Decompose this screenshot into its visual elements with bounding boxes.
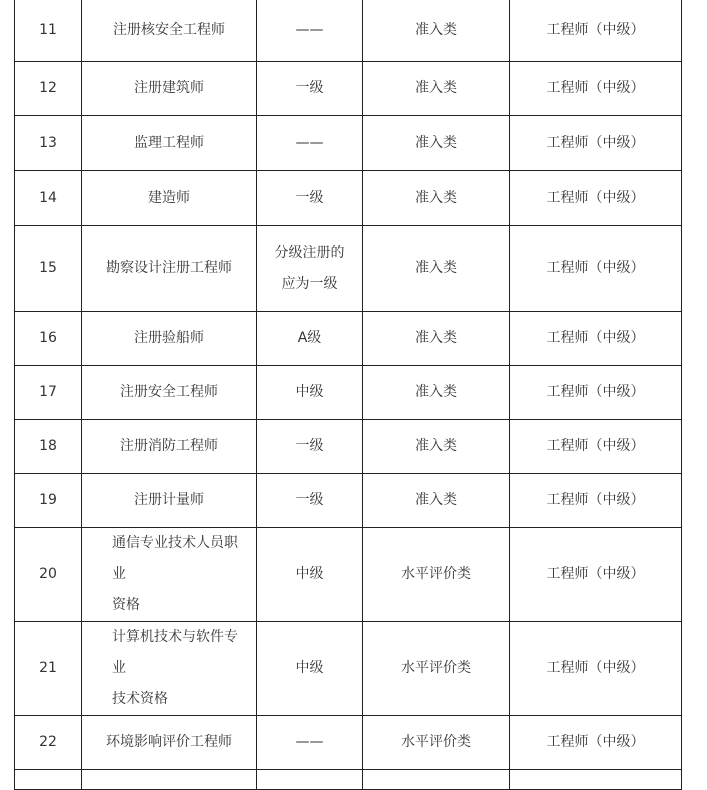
row-number-cell: 18 (15, 420, 82, 474)
row-number-cell: 16 (15, 312, 82, 366)
qualification-name-cell (82, 312, 257, 366)
qualification-name-cell (82, 226, 257, 312)
level-cell (257, 528, 363, 622)
table-row (15, 528, 682, 622)
row-number-cell: 21 (15, 622, 82, 716)
qualification-name-cell-line: 注册安全工程师 (120, 384, 218, 400)
qualification-name-cell (82, 171, 257, 226)
row-number-cell: 13 (15, 116, 82, 171)
table-row (15, 226, 682, 312)
level-cell (257, 171, 363, 226)
title-cell: 工程师（中级） (510, 716, 682, 770)
level-cell-line: 一级 (295, 492, 324, 508)
qualification-name-cell-line: 建造师 (148, 189, 190, 206)
category-cell: 准入类 (363, 62, 510, 116)
level-cell-line: 分级注册的 (274, 244, 345, 261)
level-cell (257, 312, 363, 366)
row-number-cell: 19 (15, 474, 82, 528)
qualification-name-cell-line: 注册计量师 (134, 492, 204, 508)
level-cell (257, 366, 363, 420)
row-number-cell: 12 (15, 62, 82, 116)
qualification-name-cell (82, 770, 257, 790)
level-cell-line: —— (295, 134, 324, 151)
category-cell: 准入类 (363, 116, 510, 171)
qualification-name-cell (82, 0, 257, 62)
level-cell-line: 一级 (295, 80, 324, 96)
qualification-name-cell (82, 716, 257, 770)
qualification-name-cell-line: 计算机技术与软件专业 (112, 629, 238, 676)
level-cell-line: 一级 (295, 189, 324, 206)
level-cell (257, 116, 363, 171)
row-number-cell: 11 (15, 0, 82, 62)
category-cell: 准入类 (363, 312, 510, 366)
row-number-cell: 17 (15, 366, 82, 420)
title-cell: 工程师（中级） (510, 312, 682, 366)
level-cell-line: 中级 (295, 566, 324, 582)
title-cell: 工程师（中级） (510, 226, 682, 312)
qualification-name-cell (82, 528, 257, 622)
table-body (15, 0, 682, 790)
qualification-table (14, 0, 682, 790)
title-cell: 工程师（中级） (510, 171, 682, 226)
title-cell: 工程师（中级） (510, 0, 682, 62)
title-cell (510, 770, 682, 790)
qualification-name-cell (82, 366, 257, 420)
table-row (15, 716, 682, 770)
table-row (15, 171, 682, 226)
row-number-cell: 20 (15, 528, 82, 622)
qualification-name-cell (82, 62, 257, 116)
category-cell: 准入类 (363, 171, 510, 226)
level-cell-line: —— (295, 734, 324, 750)
qualification-name-cell-line: 注册核安全工程师 (113, 21, 225, 38)
table-row (15, 116, 682, 171)
level-cell (257, 62, 363, 116)
qualification-name-cell-line: 监理工程师 (134, 134, 204, 151)
qualification-name-cell-line: 技术资格 (112, 691, 168, 707)
qualification-name-cell-line: 注册验船师 (134, 330, 204, 346)
level-cell-line: —— (295, 21, 324, 38)
level-cell-line: 应为一级 (281, 275, 338, 292)
category-cell: 准入类 (363, 420, 510, 474)
table-row (15, 312, 682, 366)
level-cell-line: A级 (297, 330, 322, 346)
qualification-name-cell-line: 注册建筑师 (134, 80, 204, 96)
qualification-name-cell (82, 622, 257, 716)
level-cell (257, 474, 363, 528)
qualification-name-cell (82, 474, 257, 528)
table-row (15, 622, 682, 716)
title-cell: 工程师（中级） (510, 116, 682, 171)
level-cell (257, 716, 363, 770)
title-cell: 工程师（中级） (510, 474, 682, 528)
title-cell: 工程师（中级） (510, 420, 682, 474)
qualification-name-cell-line: 资格 (112, 597, 140, 613)
qualification-name-cell (82, 420, 257, 474)
category-cell: 准入类 (363, 366, 510, 420)
level-cell (257, 420, 363, 474)
row-number-cell: 14 (15, 171, 82, 226)
level-cell-line: 中级 (295, 660, 324, 676)
table-row (15, 366, 682, 420)
table-row (15, 420, 682, 474)
row-number-cell: 15 (15, 226, 82, 312)
category-cell: 准入类 (363, 0, 510, 62)
qualification-name-cell-line: 注册消防工程师 (120, 438, 218, 454)
qualification-name-cell-line: 勘察设计注册工程师 (106, 260, 232, 276)
title-cell: 工程师（中级） (510, 366, 682, 420)
row-number-cell (15, 770, 82, 790)
title-cell: 工程师（中级） (510, 622, 682, 716)
level-cell (257, 770, 363, 790)
category-cell: 准入类 (363, 474, 510, 528)
row-number-cell: 22 (15, 716, 82, 770)
category-cell: 准入类 (363, 226, 510, 312)
qualification-name-cell-line: 通信专业技术人员职业 (112, 535, 238, 582)
title-cell: 工程师（中级） (510, 62, 682, 116)
level-cell-line: 一级 (295, 438, 324, 454)
category-cell: 水平评价类 (363, 716, 510, 770)
title-cell: 工程师（中级） (510, 528, 682, 622)
category-cell: 水平评价类 (363, 622, 510, 716)
table-row (15, 0, 682, 62)
table-row (15, 770, 682, 790)
category-cell (363, 770, 510, 790)
table-row (15, 62, 682, 116)
table-row (15, 474, 682, 528)
qualification-name-cell (82, 116, 257, 171)
category-cell: 水平评价类 (363, 528, 510, 622)
level-cell (257, 622, 363, 716)
level-cell (257, 0, 363, 62)
level-cell (257, 226, 363, 312)
level-cell-line: 中级 (295, 384, 324, 400)
qualification-table-container (14, 0, 681, 790)
qualification-name-cell-line: 环境影响评价工程师 (106, 734, 232, 750)
